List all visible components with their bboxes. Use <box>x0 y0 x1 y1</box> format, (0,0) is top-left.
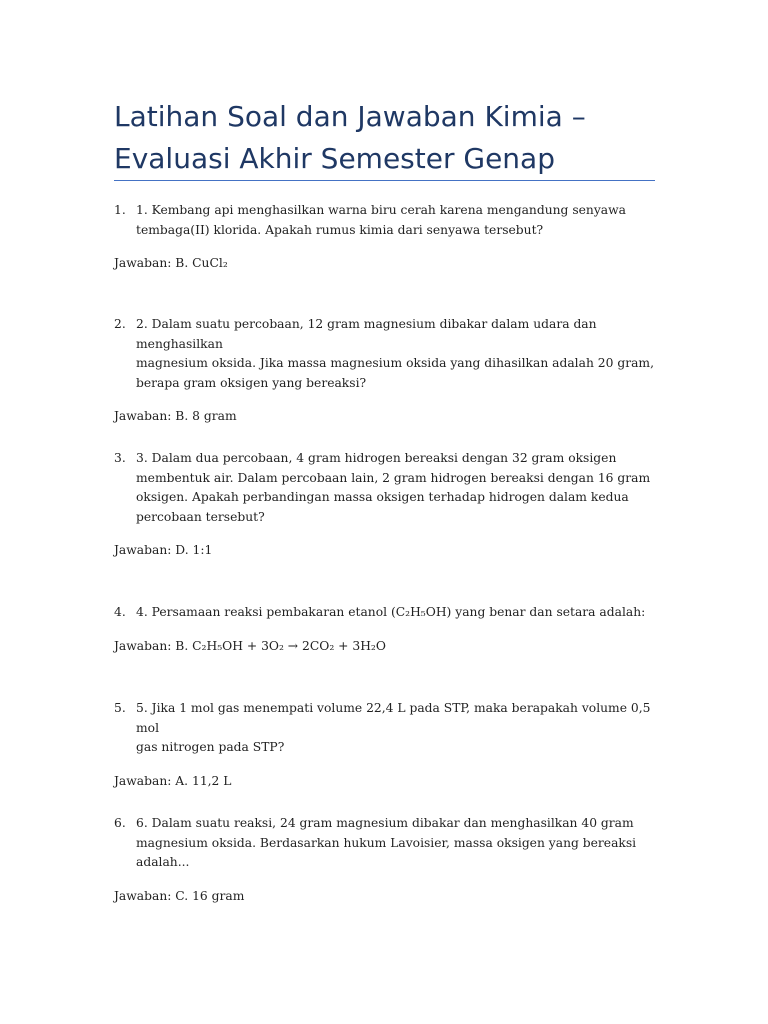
question-number: 6. <box>114 816 126 830</box>
question-item-2 <box>114 315 656 427</box>
question-item-3 <box>114 449 656 561</box>
answer-text: Jawaban: B. CuCl₂ <box>114 256 228 271</box>
question-item-4 <box>114 603 656 656</box>
question-text: 6. Dalam suatu reaksi, 24 gram magnesium dibakar dan menghasilkan 40 gram magnesium oksida. Berdasarkan hukum Lavoisier, massa oksigen yang bereaksi adalah... <box>136 816 637 870</box>
question-text: 1. Kembang api menghasilkan warna biru cerah karena mengandung senyawa tembaga(II) klorida. Apakah rumus kimia dari senyawa tersebut? <box>136 203 626 237</box>
title-underline <box>114 180 655 181</box>
question-text: 5. Jika 1 mol gas menempati volume 22,4 L pada STP, maka berapakah volume 0,5 mol gas nitrogen pada STP? <box>136 701 651 755</box>
answer-text: Jawaban: C. 16 gram <box>114 888 245 903</box>
question-text: 3. Dalam dua percobaan, 4 gram hidrogen bereaksi dengan 32 gram oksigen membentuk air. Dalam percobaan lain, 2 gram hidrogen bereaksi dengan 16 gram oksigen. Apakah perbandingan massa oksigen terhadap hidrogen dalam kedua percobaan tersebut? <box>136 451 651 524</box>
document-title: Latihan Soal dan Jawaban Kimia – Evaluasi Akhir Semester Genap <box>114 100 586 175</box>
question-item-6 <box>114 814 656 906</box>
question-number: 1. <box>114 203 126 217</box>
answer-text: Jawaban: D. 1:1 <box>114 543 213 558</box>
question-text: 4. Persamaan reaksi pembakaran etanol (C₂H₅OH) yang benar dan setara adalah: <box>136 605 646 619</box>
answer-text: Jawaban: B. 8 gram <box>114 409 237 424</box>
question-number: 3. <box>114 451 126 465</box>
answer-text: Jawaban: A. 11,2 L <box>114 773 232 788</box>
question-text: 2. Dalam suatu percobaan, 12 gram magnesium dibakar dalam udara dan menghasilkan magnesium oksida. Jika massa magnesium oksida yang dihasilkan adalah 20 gram, berapa gram oksigen yang bereaksi? <box>136 317 654 390</box>
question-item-5 <box>114 699 656 791</box>
question-number: 4. <box>114 605 126 619</box>
question-number: 2. <box>114 317 126 331</box>
question-item-1 <box>114 201 656 274</box>
question-number: 5. <box>114 701 126 715</box>
answer-text: Jawaban: B. C₂H₅OH + 3O₂ → 2CO₂ + 3H₂O <box>114 638 386 653</box>
